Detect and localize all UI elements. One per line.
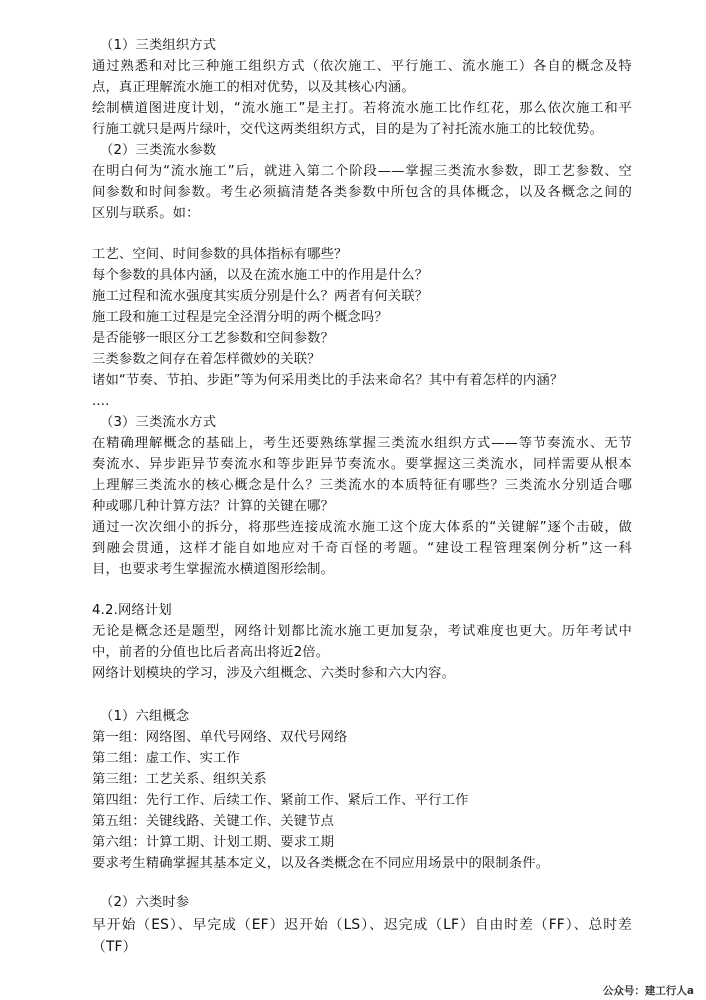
concept-group-item: 第二组：虚工作、实工作 <box>92 751 240 766</box>
section-heading-organization: （1）三类组织方式 <box>100 38 217 53</box>
paragraph-line: 在精确理解概念的基础上，考生还要熟练掌握三类流水组织方式——等节奏流水、无节 <box>92 436 632 451</box>
paragraph-line: 区别与联系。如： <box>92 206 200 221</box>
paragraph-line: 通过一次次细小的拆分，将那些连接成流水施工这个庞大体系的“关键解”逐个击破，做 <box>92 520 632 535</box>
paragraph-line: （TF） <box>92 939 137 955</box>
paragraph-line: 奏流水、异步距异节奏流水和等步距异节奏流水。要掌握这三类流水，同样需要从根本 <box>92 457 632 472</box>
paragraph-line: 行施工就只是两片绿叶，交代这两类组织方式，目的是为了衬托流水施工的比较优势。 <box>92 122 603 137</box>
footer-watermark: 公众号：建工行人a <box>602 985 694 997</box>
paragraph-line: 在明白何为“流水施工”后，就进入第二个阶段——掌握三类流水参数，即工艺参数、空 <box>92 164 632 179</box>
paragraph-line: 绘制横道图进度计划，“流水施工”是主打。若将流水施工比作红花，那么依次施工和平 <box>92 101 632 116</box>
ellipsis-item: .... <box>92 394 110 409</box>
section-heading-time-parameters: （2）六类时参 <box>100 895 190 910</box>
concept-group-item: 第六组：计算工期、计划工期、要求工期 <box>92 835 335 850</box>
paragraph-line: 早开始（ES）、早完成（EF）迟开始（LS）、迟完成（LF）自由时差（FF）、总时差 <box>92 917 632 933</box>
paragraph-line: 点，真正理解流水施工的相对优势，以及其核心内涵。 <box>92 80 415 95</box>
paragraph-line: 无论是概念还是题型，网络计划都比流水施工更加复杂，考试难度也更大。历年考试中 <box>92 624 632 639</box>
question-item: 每个参数的具体内涵，以及在流水施工中的作用是什么？ <box>92 268 429 283</box>
section-heading-parameters: （2）三类流水参数 <box>100 143 217 158</box>
paragraph-line: 中，前者的分值也比后者高出将近2倍。 <box>92 645 330 660</box>
question-item: 施工段和施工过程是完全泾渭分明的两个概念吗？ <box>92 310 388 325</box>
question-item: 三类参数之间存在着怎样微妙的关联？ <box>92 352 321 367</box>
question-item: 是否能够一眼区分工艺参数和空间参数？ <box>92 331 335 346</box>
question-item: 工艺、空间、时间参数的具体指标有哪些？ <box>92 247 348 262</box>
paragraph-line: 上理解三类流水的核心概念是什么？三类流水的本质特征有哪些？三类流水分别适合哪 <box>92 478 632 493</box>
question-item: 诸如“节奏、节拍、步距”等为何采用类比的手法来命名？其中有着怎样的内涵？ <box>92 373 564 388</box>
paragraph-line: 目，也要求考生掌握流水横道图形绘制。 <box>92 562 335 577</box>
section-heading-concepts: （1）六组概念 <box>100 709 190 724</box>
paragraph-line: 间参数和时间参数。考生必须搞清楚各类参数中所包含的具体概念，以及各概念之间的 <box>92 185 632 200</box>
paragraph-line: 网络计划模块的学习，涉及六组概念、六类时参和六大内容。 <box>92 666 456 681</box>
paragraph-line: 通过熟悉和对比三种施工组织方式（依次施工、平行施工、流水施工）各自的概念及特 <box>92 59 632 74</box>
concept-group-item: 第三组：工艺关系、组织关系 <box>92 772 267 787</box>
concept-group-item: 第四组：先行工作、后续工作、紧前工作、紧后工作、平行工作 <box>92 793 469 808</box>
concept-group-item: 第五组：关键线路、关键工作、关键节点 <box>92 814 335 829</box>
concept-group-item: 第一组：网络图、单代号网络、双代号网络 <box>92 730 348 745</box>
paragraph-line: 要求考生精确掌握其基本定义，以及各类概念在不同应用场景中的限制条件。 <box>92 856 550 871</box>
section-heading-network-plan: 4.2.网络计划 <box>92 603 172 618</box>
paragraph-line: 到融会贯通，这样才能自如地应对千奇百怪的考题。“建设工程管理案例分析”这一科 <box>92 541 632 556</box>
section-heading-flow-methods: （3）三类流水方式 <box>100 415 217 430</box>
paragraph-line: 种或哪几种计算方法？计算的关键在哪？ <box>92 499 335 514</box>
question-item: 施工过程和流水强度其实质分别是什么？两者有何关联？ <box>92 289 429 304</box>
